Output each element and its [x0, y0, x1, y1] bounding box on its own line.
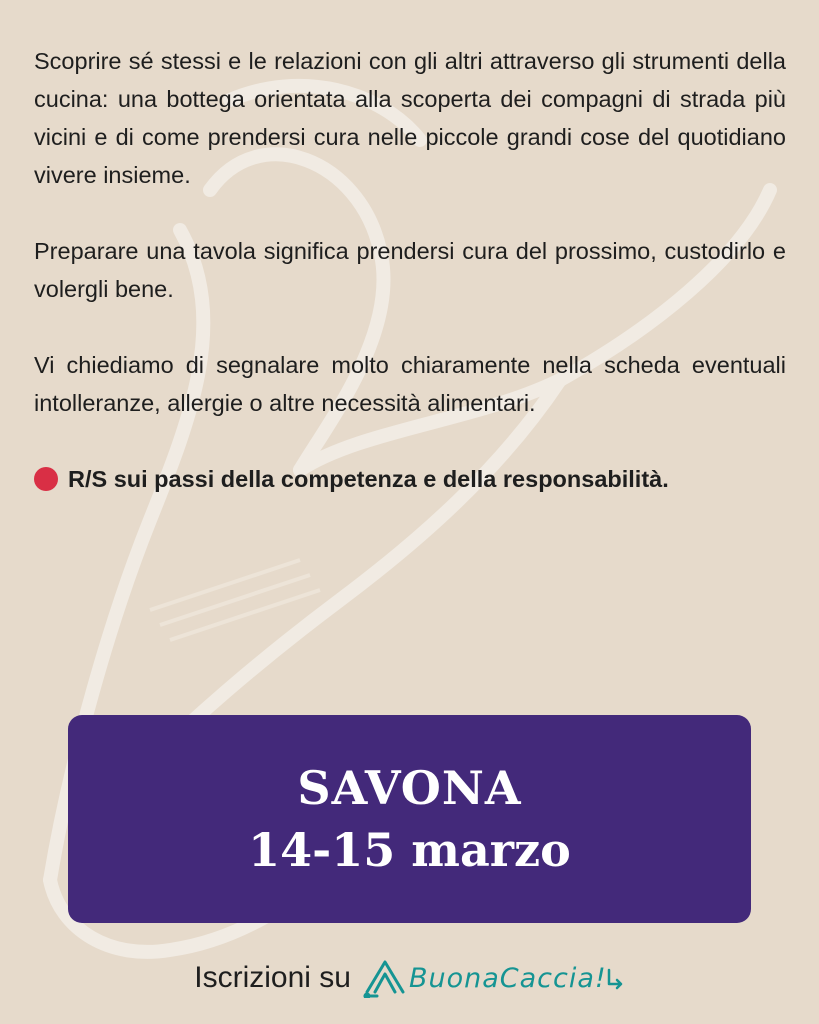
event-city: SAVONA [297, 761, 522, 815]
dietary-paragraph: Vi chiediamo di segnalare molto chiaramente nella scheda eventuali intolleranze, allergie o altre necessità alimentari. [34, 352, 786, 416]
intro-paragraph: Scoprire sé stessi e le relazioni con gli altri attraverso gli strumenti della cucina: una bottega orientata alla scoperta dei compagni di strada più vicini e di come prendersi cura nelle piccole grandi cose del quotidiano vivere insieme. [34, 48, 786, 188]
registration-footer [0, 948, 819, 1008]
description-section [34, 42, 786, 498]
buonacaccia-logo[interactable] [363, 958, 625, 998]
event-info-box [68, 715, 751, 923]
registration-prefix: Iscrizioni su [194, 961, 351, 994]
red-dot-icon [34, 467, 58, 491]
target-text: R/S sui passi della competenza e della responsabilità. [68, 466, 669, 492]
table-paragraph: Preparare una tavola significa prendersi cura del prossimo, custodirlo e volergli bene. [34, 238, 786, 302]
buonacaccia-wordmark: BuonaCaccia! [408, 962, 607, 994]
event-dates: 14-15 marzo [248, 823, 571, 877]
arrow-right-icon [607, 966, 625, 990]
target-audience [34, 460, 786, 498]
buonacaccia-tent-icon [363, 958, 407, 998]
